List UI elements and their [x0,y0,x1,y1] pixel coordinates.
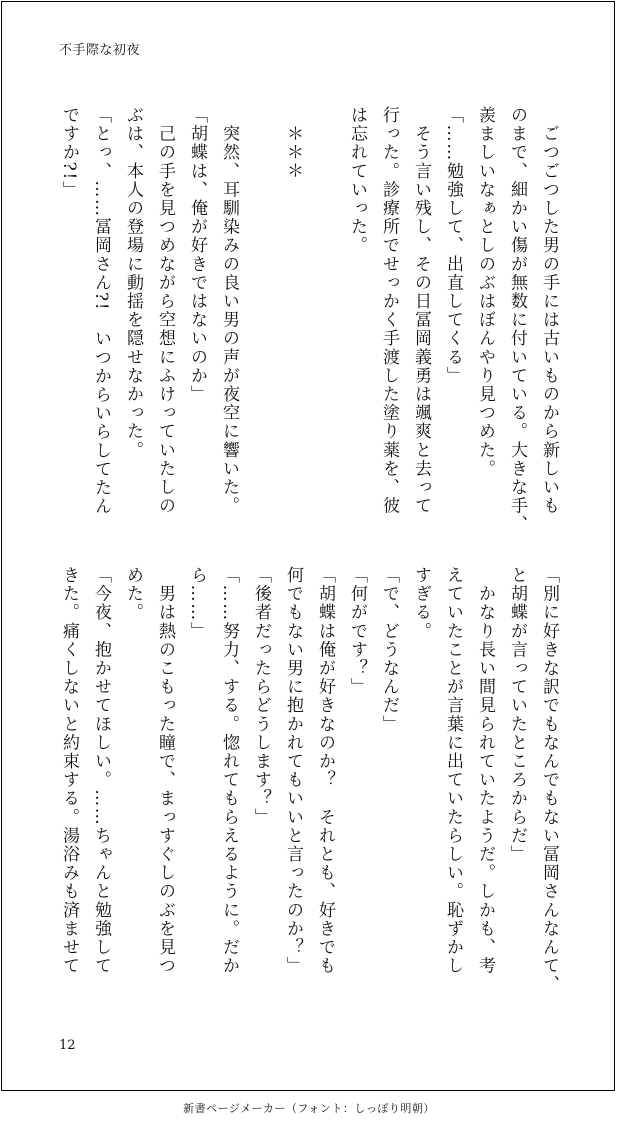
text-line: 突然、耳馴染みの良い男の声が夜空に響いた。 [219,106,239,516]
footer-credit: 新書ページメーカー（フォント：しっぽり明朝） [183,1102,435,1115]
text-line [245,106,277,526]
text-line: 「後者だったらどうします？」 [251,566,271,827]
text-line: のまで、細かい傷が無数に付いている。大きな手、 [507,106,527,534]
running-title: 不手際な初夜 [59,43,141,58]
text-line: ですか?!」 [59,106,79,200]
text-line: ら……」 [187,566,207,641]
text-line: めた。 [123,566,143,622]
text-line: すぎる。 [411,566,431,641]
text-line: 行った。診療所でせっかく手渡した塗り薬を、彼 [379,106,399,516]
lower-text-column [53,566,565,1011]
text-line: ＊＊＊ [283,106,303,181]
text-line: 「何がです？」 [347,566,367,697]
text-line: は忘れていった。 [347,106,367,255]
upper-text-column [53,106,565,534]
text-line: 何でもない男に抱かれてもいいと言ったのか？」 [283,566,303,976]
text-line: そう言い残し、その日冨岡義勇は颯爽と去って [411,106,431,516]
text-line [309,106,341,526]
text-line: 男は熱のこもった瞳で、まっすぐしのぶを見つ [155,566,175,976]
text-line: 己の手を見つめながら空想にふけっていたしの [155,106,175,516]
text-line: 「今夜、抱かせてほしい。……ちゃんと勉強して [91,566,111,976]
text-line: 「……努力、する。惚れてもらえるように。だか [219,566,239,976]
text-line: きた。痛くしないと約束する。湯浴みも済ませて [59,566,79,976]
text-line: えていたことが言葉に出ていたらしい。恥ずかし [443,566,463,976]
text-line: かなり長い間見られていたようだ。しかも、考 [475,566,495,976]
text-line: 羨ましいなぁとしのぶはぼんやり見つめた。 [475,106,495,478]
text-line: 「……勉強して、出直してくる」 [443,106,463,385]
book-page [1,1,615,1091]
page-number: 12 [59,1038,76,1053]
text-line: 「別に好きな訳でもなんでもない冨岡さんなんて、 [539,566,559,994]
text-line: 「胡蝶は、俺が好きではないのか」 [187,106,207,404]
text-line: ごつごつした男の手には古いものから新しいも [539,106,559,516]
text-line: 「とっ、……冨岡さん?! いつからいらしてたん [91,106,111,516]
text-line: 「で、どうなんだ」 [379,566,399,734]
text-line: ぶは、本人の登場に動揺を隠せなかった。 [123,106,143,460]
text-line: と胡蝶が言っていたところからだ」 [507,566,527,864]
text-line: 「胡蝶は俺が好きなのか？ それとも、好きでも [315,566,335,976]
